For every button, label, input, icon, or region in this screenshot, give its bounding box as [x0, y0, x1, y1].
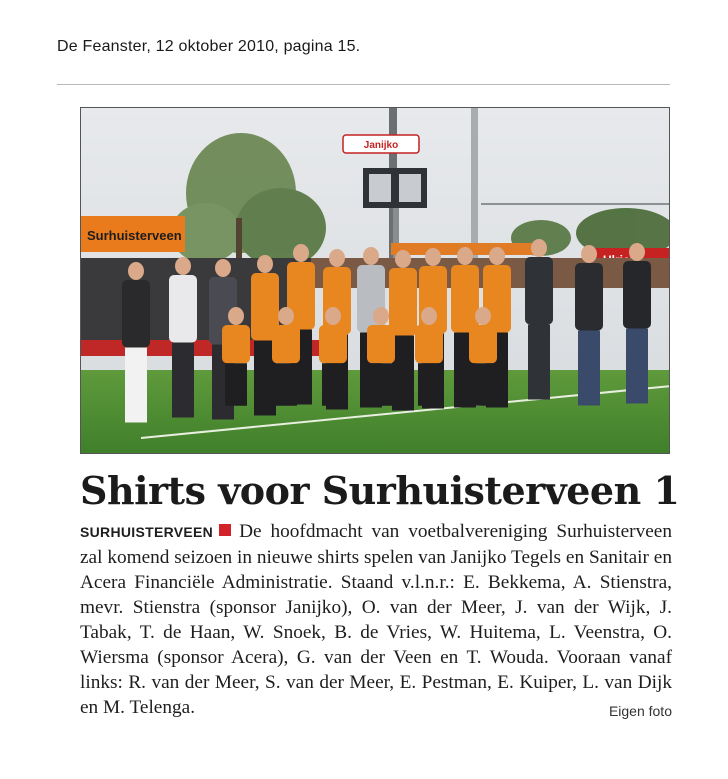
- banner-text: Surhuisterveen: [87, 228, 182, 243]
- article-text: De hoofdmacht van voetbalvereniging Surhuisterveen zal komend seizoen in nieuwe shirts spelen van Janijko Tegels en Sanitair en Acera Financiële Administratie. Staand v.l.n.r.: E. Bekkema, A. Stienstra, mevr. Stienstra (sponsor Janijko), O. van der Meer, J. van der Wijk, J. Tabak, T. de Haan, W. Snoek, B. de Vries, W. Huitema, L. Veenstra, O. Wiersma (sponsor Acera), G. van der Veen en T. Wouda. Vooraan vanaf links: R. van der Meer, S. van der Meer, E. Pestman, E. Kuiper, L. van Dijk en M. Telenga.: [80, 521, 672, 718]
- sponsor-sign-text: Janijko: [363, 140, 399, 151]
- red-square-bullet: [219, 524, 231, 536]
- standing-person: [169, 257, 197, 418]
- header-rule: [57, 84, 670, 85]
- standing-person: [122, 262, 150, 423]
- headline: Shirts voor Surhuisterveen 1: [80, 468, 680, 513]
- standing-person: [525, 239, 553, 400]
- team-photo: [80, 107, 670, 454]
- standing-person: [623, 243, 651, 404]
- article-body-block: [80, 519, 672, 724]
- dateline: SURHUISTERVEEN: [80, 524, 214, 540]
- photo-credit: Eigen foto: [608, 703, 672, 719]
- team-photo-illustration: [81, 108, 670, 454]
- source-line: De Feanster, 12 oktober 2010, pagina 15.: [57, 38, 361, 55]
- standing-person: [575, 245, 603, 406]
